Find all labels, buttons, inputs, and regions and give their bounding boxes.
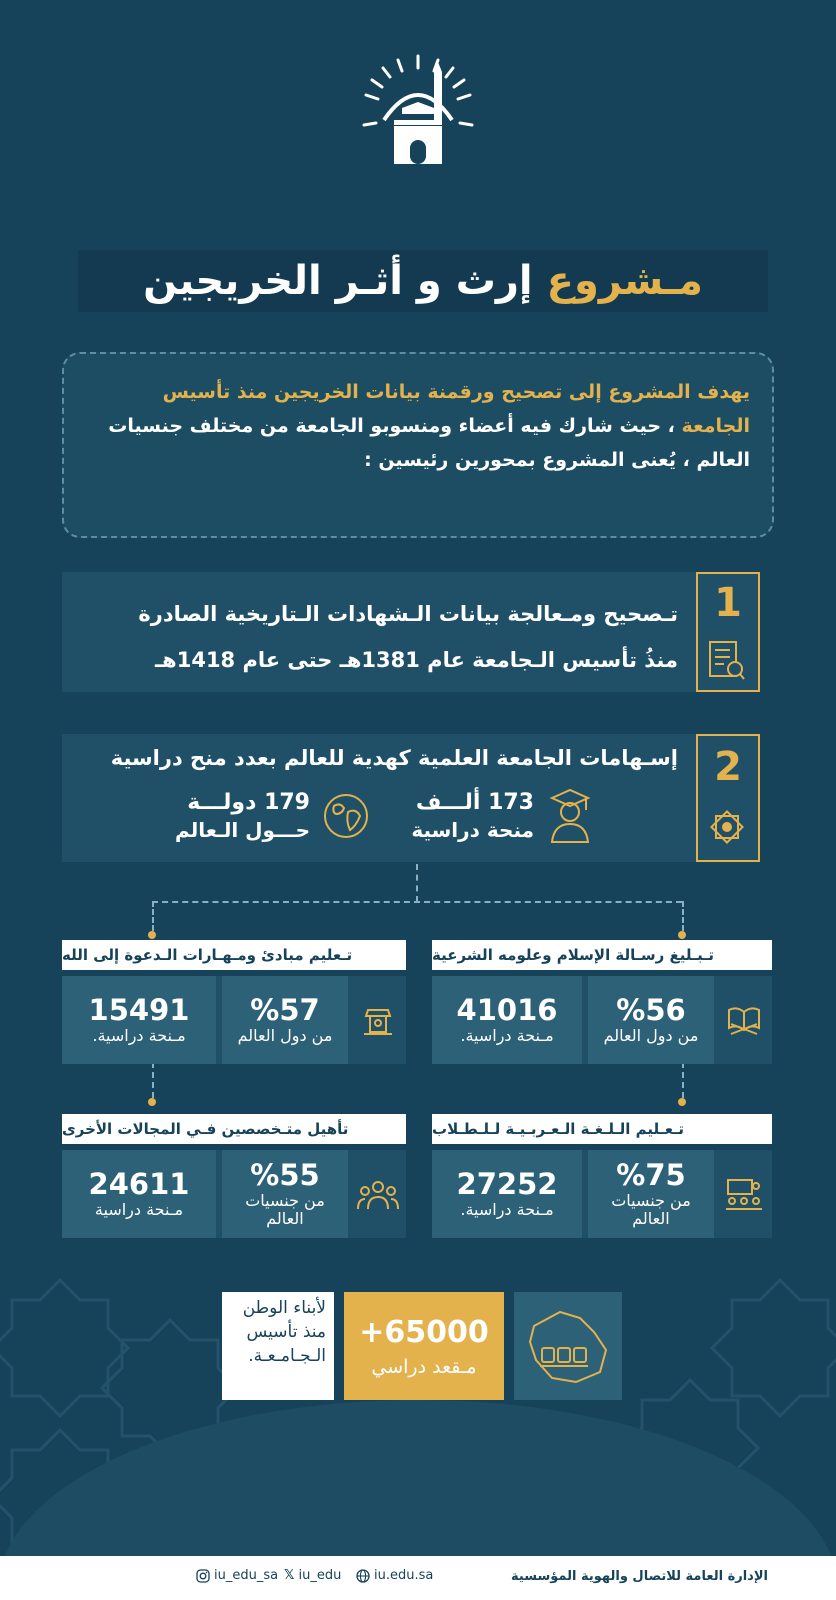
footer-x-handle: iu_edu [298,1568,342,1583]
seats-note-line-3: الـجـامـعـة. [248,1346,326,1367]
percent-label: من دول العالم [237,1025,333,1045]
axis-2-number: 2 [714,744,742,790]
countries-label: حـــول الـعالم [175,818,310,842]
connector-dot [148,931,156,939]
connector-dot [148,1098,156,1106]
footer-instagram: iu_edu_sa [214,1568,279,1583]
category-icon-cell [716,976,772,1064]
category-percent-islam [588,976,714,1064]
percent-label: من جنسيات العالم [611,1190,691,1228]
category-header-islam: تـبـليغ رسـالة الإسلام وعلومه الشرعية [432,940,772,970]
axis-1-number: 1 [714,580,742,626]
classroom-icon [724,1176,764,1212]
seats-value: +65000 [359,1314,489,1350]
connector-line [682,1062,684,1098]
axis-2-line-1: إسـهامات الجامعة العلمية كهدية للعالم بعدد منح دراسية [110,746,678,770]
category-header-dawah: تـعليم مبادئ ومـهـارات الـدعوة إلى الله [62,940,406,970]
category-count-specialists [62,1150,216,1238]
certificate-icon [708,640,746,682]
seats-box [344,1292,504,1400]
percent-value: %75 [616,1157,686,1192]
percent-value: %57 [250,992,320,1027]
intro-text [90,376,750,477]
count-label: مـنحة دراسية. [460,1025,554,1045]
lectern-icon [360,1002,396,1038]
percent-value: %56 [616,992,686,1027]
count-label: مـنحة دراسية. [460,1199,554,1219]
category-percent-dawah [222,976,348,1064]
category-icon-cell [716,1150,772,1238]
count-value: 41016 [456,992,558,1027]
count-label: مـنحة دراسية [94,1199,184,1219]
intro-panel [62,352,774,538]
count-label: مـنحة دراسية. [92,1025,186,1045]
connector-line [152,1062,154,1098]
star-icon [708,808,746,846]
percent-label: من جنسيات العالم [245,1190,325,1228]
percent-label: من دول العالم [603,1025,699,1045]
footer [0,1556,836,1600]
axis-1-line-1: تـصحيح ومـعالجة بيانات الـشهادات الـتاريخية الصادرة [138,602,678,626]
connector-line [152,901,682,903]
globe-icon [322,792,370,840]
globe-small-icon [356,1569,370,1583]
category-percent-arabic [588,1150,714,1238]
category-header-arabic: تـعـليم الـلـغـة الـعـربـيـة لـلـطـلاب [432,1114,772,1144]
footer-x-link[interactable] [284,1568,341,1583]
instagram-icon [196,1569,210,1583]
group-icon [357,1177,399,1211]
category-count-arabic [432,1150,582,1238]
axis-1-line-2: منذُ تأسيس الـجامعة عام 1381هـ حتى عام 1418هـ [154,648,678,672]
connector-line [416,864,418,902]
intro-highlight: يهدف المشروع إلى تصحيح ورقمنة بيانات الخريجين منذ تأسيس الجامعة [162,381,750,437]
countries-value: 179 دولـــة [187,790,310,815]
connector-dot [678,1098,686,1106]
category-percent-specialists [222,1150,348,1238]
footer-department: الإدارة العامة للاتصال والهوية المؤسسية [511,1569,768,1584]
axis-1-panel [62,572,698,692]
count-value: 27252 [456,1166,558,1201]
map-seats-icon [520,1302,616,1390]
category-count-dawah [62,976,216,1064]
category-count-islam [432,976,582,1064]
seats-note-line-1: لأبناء الوطن [242,1298,326,1318]
scholarships-label: منحة دراسية [411,818,534,842]
x-icon: 𝕏 [284,1568,295,1583]
category-icon-cell [350,976,406,1064]
seats-note-line-2: منذ تأسيس [246,1322,326,1343]
graduate-icon [546,786,594,844]
connector-dot [678,931,686,939]
category-header-specialists: تأهيل متـخصصين فـي المجالات الأخرى [62,1114,406,1144]
count-value: 15491 [88,992,190,1027]
title-part-2: إرث و أثـر الخريجين [143,258,533,304]
percent-value: %55 [250,1157,320,1192]
connector-line [152,901,154,931]
quran-icon [725,1004,763,1036]
intro-rest: ، حيث شارك فيه أعضاء ومنسوبو الجامعة من مختلف جنسيات العالم ، يُعنى المشروع بمحورين رئيسين : [108,414,750,471]
university-logo [358,50,478,170]
category-icon-cell [350,1150,406,1238]
title-part-1: مـشروع [546,258,703,304]
count-value: 24611 [88,1166,190,1201]
seats-note [222,1292,334,1400]
seats-icon-cell [514,1292,622,1400]
footer-instagram-link[interactable] [196,1568,278,1583]
footer-website-link[interactable] [356,1568,433,1583]
page-title [78,250,768,312]
connector-line [682,901,684,931]
footer-website: iu.edu.sa [374,1568,434,1583]
seats-label: مـقعد دراسي [371,1355,477,1378]
scholarships-value: 173 ألـــف [415,790,534,815]
